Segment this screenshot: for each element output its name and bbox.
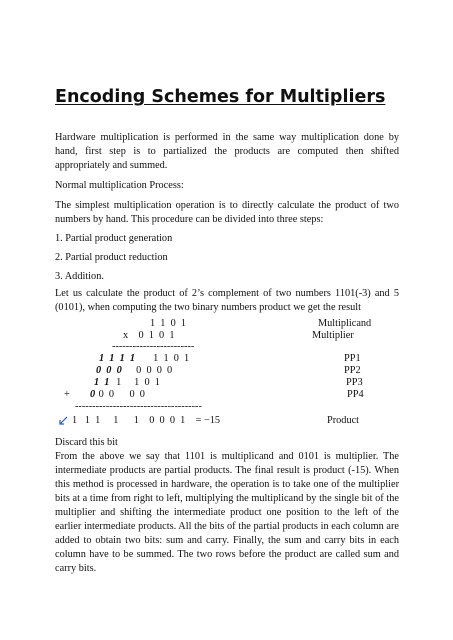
pp4-sign-bit: 0	[90, 389, 96, 400]
pp4-label: PP4	[347, 389, 364, 400]
step-item: 3. Addition.	[55, 271, 104, 282]
discard-note: Discard this bit	[55, 437, 118, 448]
normal-process-heading: Normal multiplication Process:	[55, 180, 184, 191]
step-item: 1. Partial product generation	[55, 233, 173, 244]
page-title: Encoding Schemes for Multipliers	[55, 87, 386, 107]
multiplicand-bits: 1 1 0 1	[150, 318, 187, 329]
pp2-label: PP2	[344, 365, 361, 376]
multiplier-label: Multiplier	[312, 330, 354, 341]
simplest-paragraph: The simplest multiplication operation is to directly calculate the product of two numbers by hand. This procedure can be divided into three steps:	[55, 200, 399, 225]
separator-line: ------------------------	[112, 341, 195, 352]
explanation-paragraph: From the above we say that 1101 is multiplicand and 0101 is multiplier. The intermediate products are partial products. The final result is product (-15). When this method is processed in hardware, the operation is to take one of the multiplier bits at a time from right to left, multiplying the multiplicand by the single bit of the multiplier and shifting the intermediate product one position to the left of the earlier intermediate products. All the bits of the partial products in each column are added to obtain two bits: sum and carry. Finally, the sum and carry bits in each column have to be summed. The two rows before the product are called sum and carry bits.	[55, 451, 399, 574]
product-bits: 1 1 1 1 1 0 0 0 1 = −15	[72, 415, 221, 426]
pp2-bits: 0 0 0 0	[131, 365, 173, 376]
pp3-label: PP3	[346, 377, 363, 388]
product-label: Product	[327, 415, 360, 426]
diagonal-arrow-icon	[58, 416, 68, 426]
step-item: 2. Partial product reduction	[55, 252, 168, 263]
pp1-bits: 1 1 0 1	[148, 353, 190, 364]
multiplier-bits: x 0 1 0 1	[123, 330, 175, 341]
multiplicand-label: Multiplicand	[318, 318, 372, 329]
pp1-sign-bits: 1 1 1 1	[99, 353, 136, 364]
pp1-label: PP1	[344, 353, 361, 364]
intro-paragraph: Hardware multiplication is performed in the same way multiplication done by hand, first step is to partialized the products are computed then shifted appropriately and summed.	[55, 132, 399, 171]
example-intro-paragraph: Let us calculate the product of 2’s complement of two numbers 1101(-3) and 5 (0101), when computing the two binary numbers product we get the result	[55, 288, 399, 313]
separator-line: -------------------------------------	[75, 401, 202, 412]
pp3-bits: 1 1 0 1	[111, 377, 160, 388]
plus-sign: +	[64, 389, 70, 400]
pp3-sign-bits: 1 1	[94, 377, 110, 388]
pp4-bits: 0 0 0 0	[96, 389, 145, 400]
pp2-sign-bits: 0 0 0	[96, 365, 122, 376]
